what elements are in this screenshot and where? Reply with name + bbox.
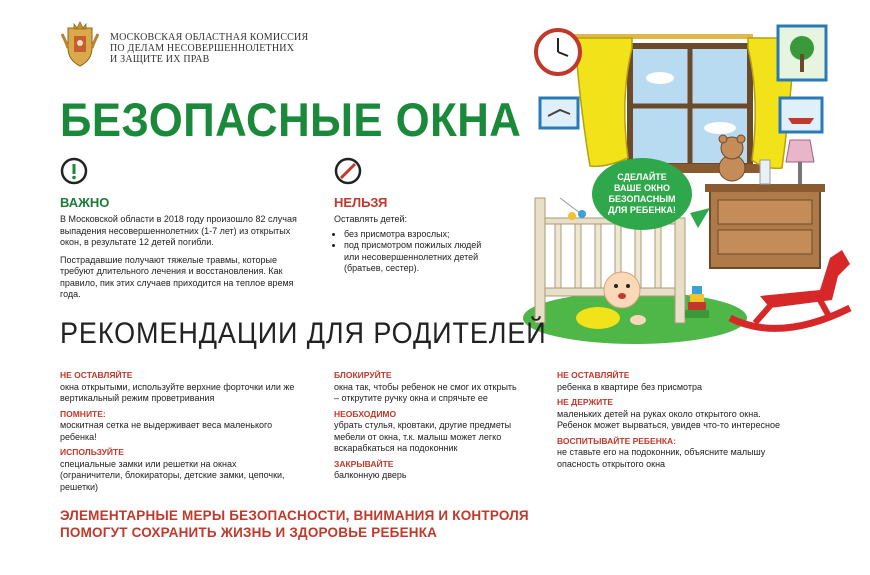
forbidden-text bbox=[334, 214, 494, 275]
nursery-illustration bbox=[520, 18, 865, 348]
rec-body: не ставьте его на подоконник, объясните малышу опасность открытого окна bbox=[557, 447, 766, 469]
rec-heading: НЕ ОСТАВЛЯЙТЕ bbox=[557, 370, 630, 380]
safety-bubble bbox=[592, 158, 692, 230]
forbidden-heading: НЕЛЬЗЯ bbox=[334, 195, 388, 210]
rec-heading: ЗАКРЫВАЙТЕ bbox=[334, 458, 394, 469]
rec-body: специальные замки или решетки на окнах (ограничители, блокираторы, детские замки, цепочки, решетки) bbox=[60, 458, 285, 492]
rec-heading: ВОСПИТЫВАЙТЕ РЕБЕНКА: bbox=[557, 435, 677, 446]
no-entry-icon bbox=[334, 157, 362, 185]
rec-body: москитная сетка не выдерживает веса маленького ребенка! bbox=[60, 420, 273, 442]
important-text bbox=[60, 214, 305, 307]
exclamation-icon bbox=[60, 157, 88, 185]
recommendations-title: РЕКОМЕНДАЦИИ ДЛЯ РОДИТЕЛЕЙ bbox=[60, 317, 547, 350]
bubble-line-1: СДЕЛАЙТЕ bbox=[617, 172, 667, 182]
recommendations-column-2 bbox=[334, 367, 519, 486]
rec-body: ребенка в квартире без присмотра bbox=[557, 381, 702, 392]
forbidden-intro: Оставлять детей: bbox=[334, 214, 408, 224]
org-name bbox=[110, 32, 308, 65]
slogan-line-2: ПОМОГУТ СОХРАНИТЬ ЖИЗНЬ И ЗДОРОВЬЕ РЕБЕНКА bbox=[60, 525, 438, 540]
forbidden-item-1: • без присмотра взрослых; bbox=[344, 229, 494, 241]
rec-body: убрать стулья, кровтаки, другие предметы мебели от окна, т.к. малыш может легко вскарабкаться на подоконник bbox=[334, 420, 512, 453]
coat-of-arms-icon bbox=[60, 20, 100, 68]
slogan-line-1: ЭЛЕМЕНТАРНЫЕ МЕРЫ БЕЗОПАСНОСТИ, ВНИМАНИЯ И КОНТРОЛЯ bbox=[60, 508, 529, 523]
org-line-1: МОСКОВСКАЯ ОБЛАСТНАЯ КОМИССИЯ bbox=[110, 32, 309, 43]
rec-heading: НЕ ОСТАВЛЯЙТЕ bbox=[60, 370, 133, 380]
important-paragraph-2: Пострадавшие получают тяжелые травмы, которые требуют длительного лечения и восстановления. Как правило, пик этих случаев приходится на теплое время года. bbox=[60, 254, 294, 299]
rec-body: окна открытыми, используйте верхние форточки или же вертикальный режим проветривания bbox=[60, 381, 295, 403]
important-paragraph-1: В Московской области в 2018 году произошло 82 случая выпадения несовершеннолетних (1-7 лет) из открытых окон, в результате 12 детей погибли. bbox=[60, 214, 297, 247]
org-line-2: ПО ДЕЛАМ НЕСОВЕРШЕННОЛЕТНИХ bbox=[110, 43, 295, 54]
bubble-line-3: БЕЗОПАСНЫМ bbox=[608, 194, 676, 204]
recommendations-column-3 bbox=[557, 367, 797, 474]
page-title: БЕЗОПАСНЫЕ ОКНА bbox=[60, 93, 522, 146]
bottom-slogan bbox=[60, 507, 529, 541]
rec-heading: ИСПОЛЬЗУЙТЕ bbox=[60, 447, 124, 457]
rec-body: окна так, чтобы ребенок не смог их открыть – открутите ручку окна и спрячьте ее bbox=[334, 381, 517, 403]
recommendations-column-1 bbox=[60, 367, 300, 497]
bubble-line-2: ВАШЕ ОКНО bbox=[613, 183, 671, 193]
rec-heading: НЕ ДЕРЖИТЕ bbox=[557, 397, 614, 407]
forbidden-item-2: • под присмотром пожилых людей или несовершеннолетних детей (братьев, сестер). bbox=[344, 240, 494, 275]
forbidden-list bbox=[334, 229, 494, 275]
bubble-line-4: ДЛЯ РЕБЕНКА! bbox=[608, 205, 676, 215]
rec-heading: НЕОБХОДИМО bbox=[334, 408, 397, 419]
important-heading: ВАЖНО bbox=[60, 195, 110, 210]
rec-heading: БЛОКИРУЙТЕ bbox=[334, 370, 392, 380]
rec-body: маленьких детей на руках около открытого окна. Ребенок может вырваться, увидев что-то интересное bbox=[557, 408, 780, 430]
rec-heading: ПОМНИТЕ: bbox=[60, 408, 106, 419]
org-line-3: И ЗАЩИТЕ ИХ ПРАВ bbox=[110, 54, 210, 65]
rec-body: балконную дверь bbox=[334, 470, 407, 480]
